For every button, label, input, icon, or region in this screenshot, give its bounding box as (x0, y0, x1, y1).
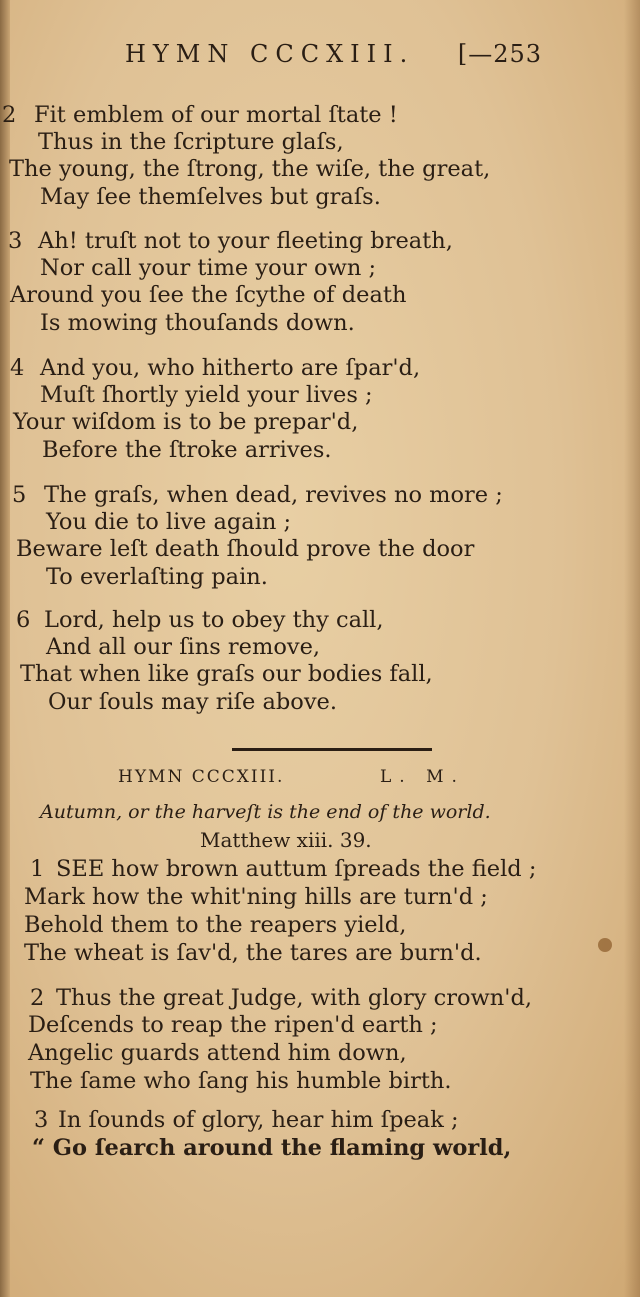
verse-line: In ſounds of glory, hear him ſpeak ; (58, 1107, 459, 1133)
ink-stain (598, 938, 612, 952)
verse-line: Lord, help us to obey thy call, (44, 607, 384, 633)
page-spine-shadow (0, 0, 10, 1297)
verse-line: The wheat is ſav'd, the tares are burn'd. (24, 940, 482, 966)
stanza-number: 3 (8, 228, 23, 254)
hymn-meter: L. M. (380, 767, 465, 787)
verse-line: The ſame who ſang his humble birth. (30, 1068, 452, 1094)
stanza-number: 4 (10, 355, 25, 381)
verse-line: Ah! truſt not to your fleeting breath, (38, 228, 453, 254)
verse-line: Beware leſt death ſhould prove the door (16, 536, 475, 562)
verse-line: And you, who hitherto are ſpar'd, (40, 355, 421, 381)
verse-line: Behold them to the reapers yield, (24, 912, 407, 938)
verse-line: The young, the ſtrong, the wiſe, the great, (9, 156, 491, 182)
verse-line: You die to live again ; (46, 509, 292, 535)
verse-line: May ſee themſelves but graſs. (40, 184, 381, 210)
verse-line: And all our ſins remove, (46, 634, 321, 660)
verse-line: Muſt ſhortly yield your lives ; (40, 382, 373, 408)
stanza-number: 1 (30, 856, 45, 882)
verse-line: The graſs, when dead, revives no more ; (44, 482, 503, 508)
verse-line: Fit emblem of our mortal ſtate ! (34, 102, 398, 128)
verse-line: Around you ſee the ſcythe of death (10, 282, 407, 308)
verse-line: Thus the great Judge, with glory crown'd, (56, 985, 533, 1011)
verse-line: Mark how the whit'ning hills are turn'd ; (24, 884, 488, 910)
verse-line: Angelic guards attend him down, (28, 1040, 407, 1066)
verse-line: Nor call your time your own ; (40, 255, 377, 281)
hymn-subtitle: Autumn, or the harveſt is the end of the world. (40, 801, 491, 823)
verse-line: To everlaſting pain. (46, 564, 268, 590)
verse-line: That when like graſs our bodies fall, (20, 661, 433, 687)
stanza-number: 5 (12, 482, 27, 508)
verse-line: Is mowing thouſands down. (40, 310, 355, 336)
stanza-number: 2 (30, 985, 45, 1011)
stanza-number: 3 (34, 1107, 49, 1133)
verse-line: Deſcends to reap the ripen'd earth ; (28, 1012, 438, 1038)
verse-line: Our ſouls may riſe above. (48, 689, 338, 715)
verse-line: SEE how brown auttum ſpreads the field ; (56, 856, 537, 882)
running-header: HYMN CCCXIII. (125, 40, 415, 68)
stanza-number: 6 (16, 607, 31, 633)
stanza-number: 2 (2, 102, 17, 128)
scripture-reference: Matthew xiii. 39. (200, 828, 372, 852)
verse-line: “ Go ſearch around the flaming world, (32, 1135, 512, 1161)
section-divider (232, 748, 432, 751)
verse-line: Thus in the ſcripture glaſs, (38, 129, 344, 155)
page-edge-shadow (624, 0, 640, 1297)
page-number: [—253 (457, 40, 542, 68)
hymn-title: HYMN CCCXIII. (118, 767, 285, 787)
verse-line: Before the ſtroke arrives. (42, 437, 332, 463)
verse-line: Your wiſdom is to be prepar'd, (13, 409, 359, 435)
